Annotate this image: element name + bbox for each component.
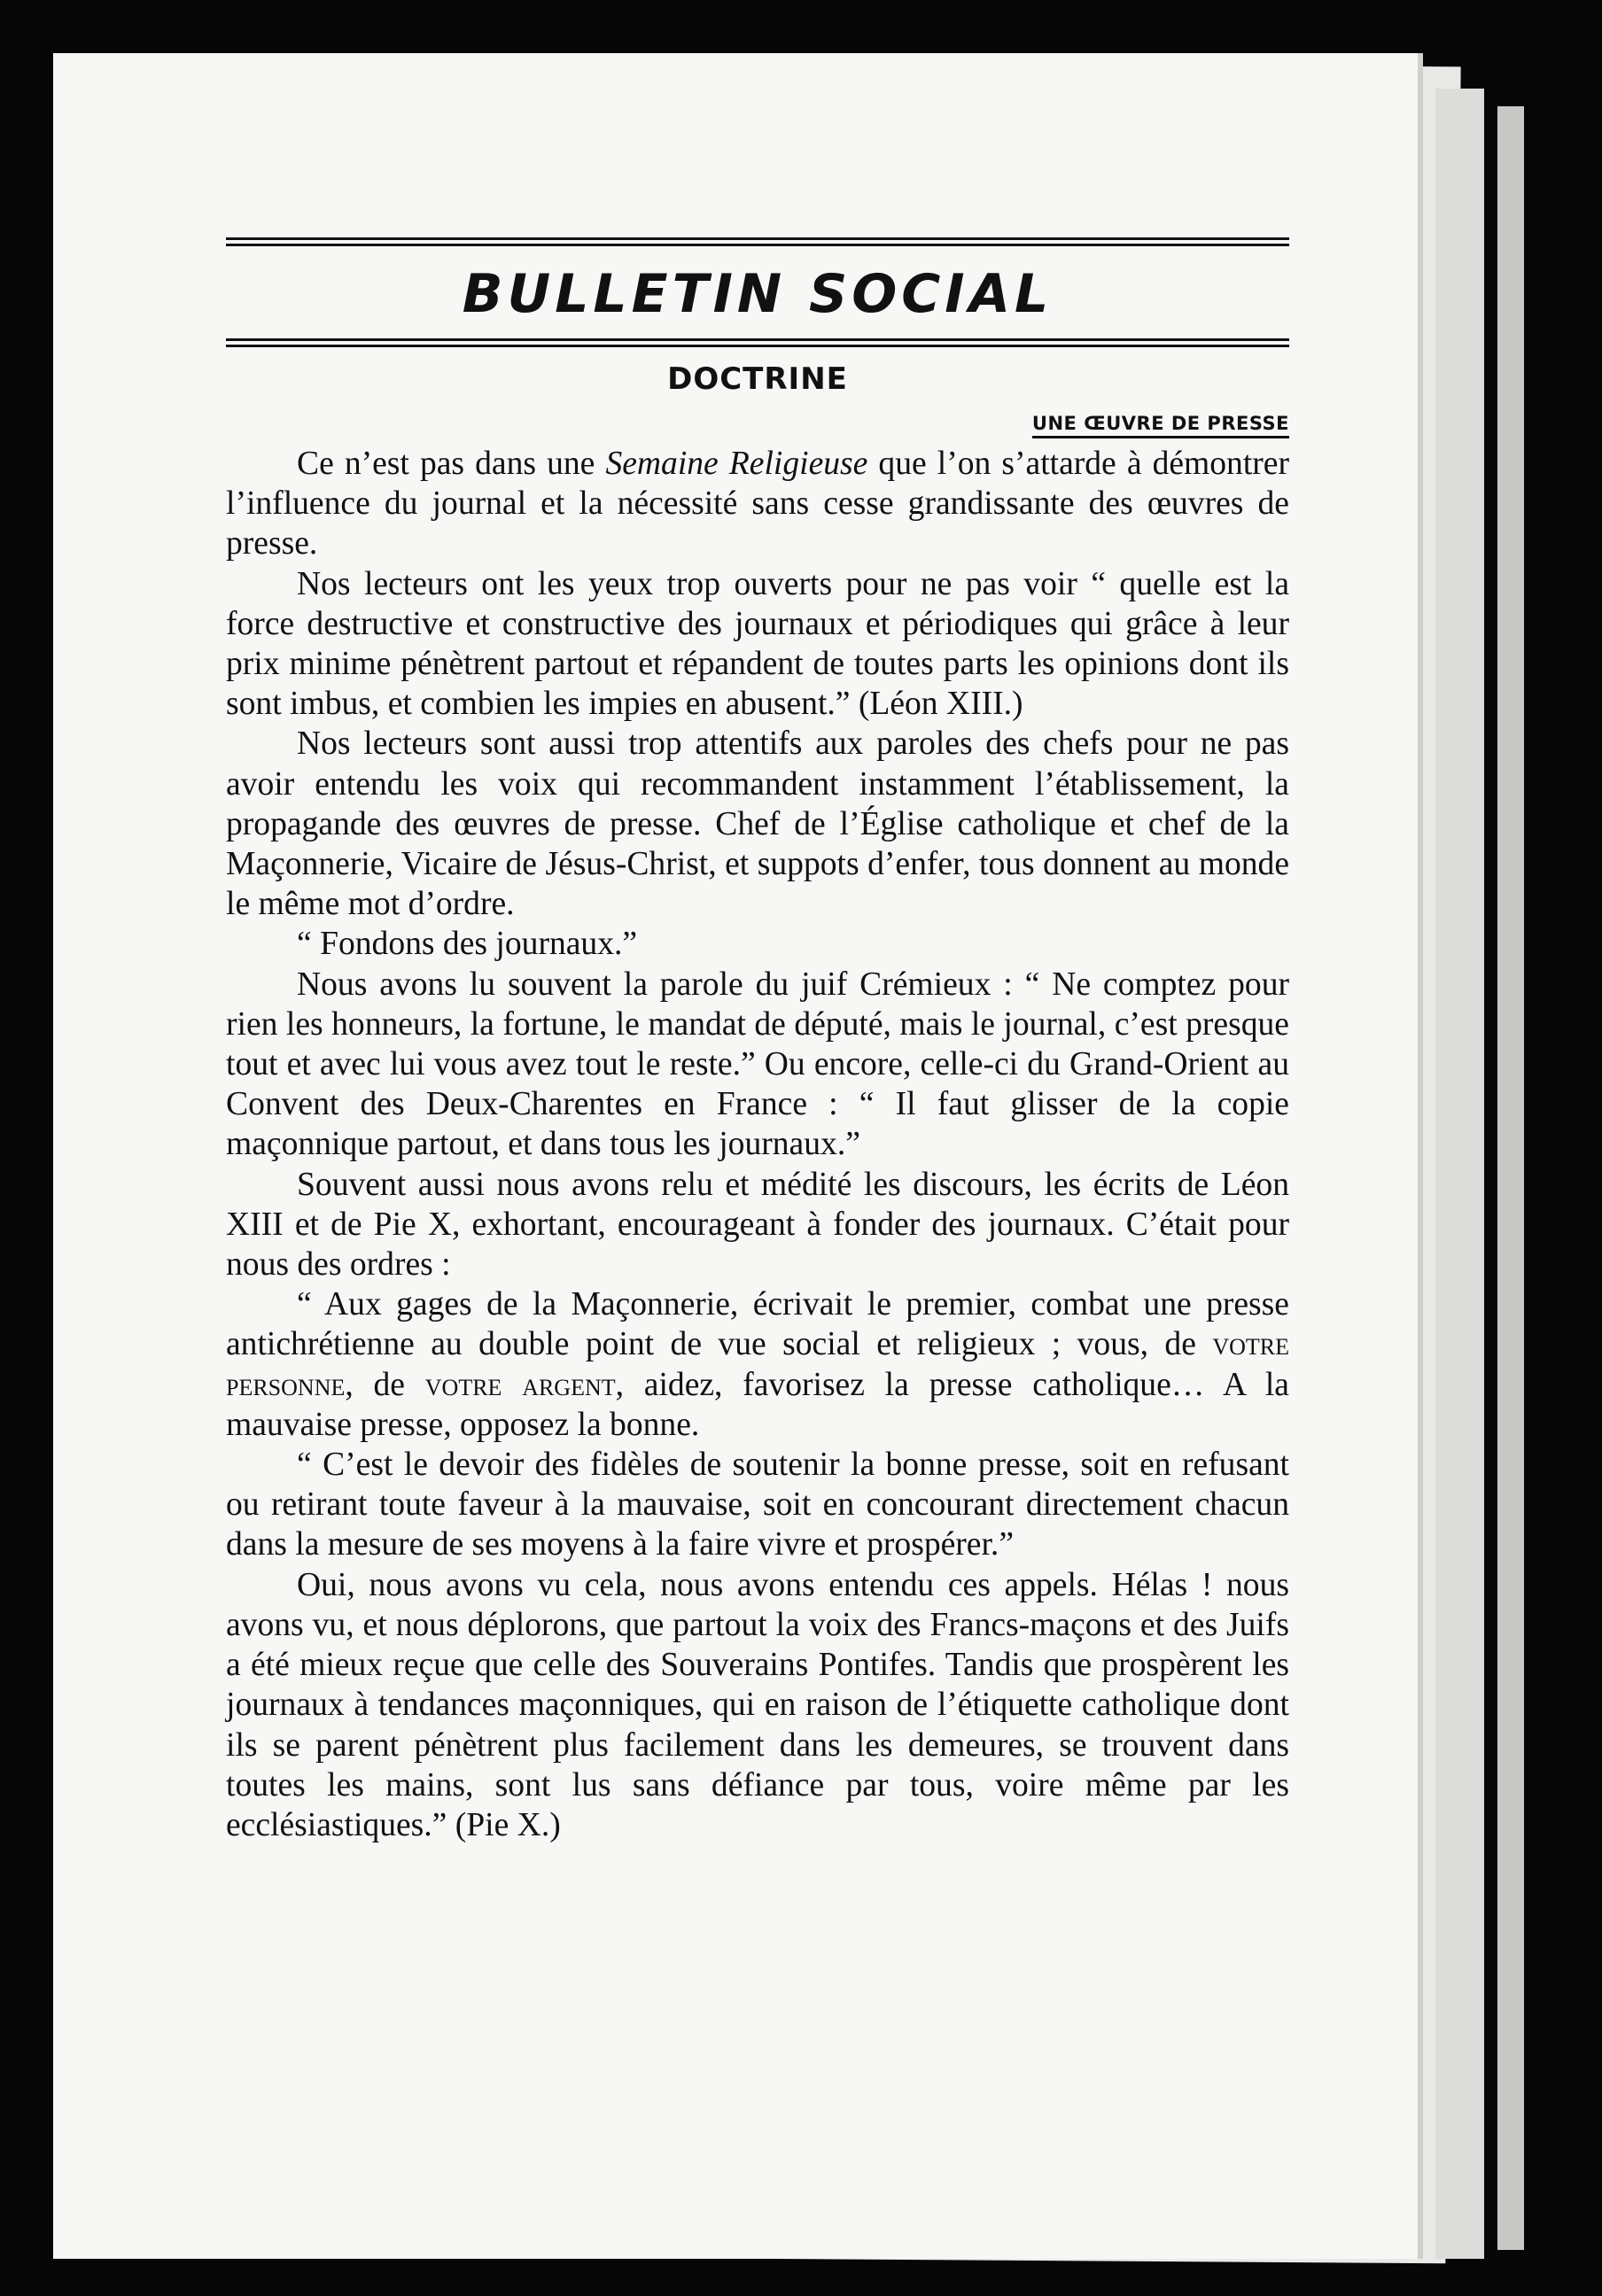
paragraph-6: Souvent aussi nous avons relu et médité les discours, les écrits de Léon XIII et de Pie X, exhortant, encourageant à fonder des journaux. C’était pour nous des ordres : bbox=[226, 1166, 1289, 1284]
bulletin-title: BULLETIN SOCIAL bbox=[462, 263, 1054, 325]
paragraph-8: “ C’est le devoir des fidèles de soutenir la bonne presse, soit en refusant ou retirant toute faveur à la mauvaise, soit en concourant directement chacun dans la mesure de ses moyens à la faire vivre et prospérer.” bbox=[226, 1447, 1289, 1563]
small-caps-votre-personne: votre personne bbox=[226, 1326, 1289, 1403]
paragraph-1: Ce n’est pas dans une Semaine Religieuse que l’on s’attarde à démontrer l’influence du journal et la nécessité sans cesse grandissante des œuvres de presse. bbox=[226, 446, 1289, 562]
header-top-rule bbox=[226, 237, 1289, 246]
paragraph-2: Nos lecteurs ont les yeux trop ouverts pour ne pas voir “ quelle est la force destructive et constructive des journaux et périodiques qui grâce à leur prix minime pénètrent partout et répandent de toutes parts les opinions dont ils sont imbus, et combien les impies en abusent.” (Léon XIII.) bbox=[226, 565, 1289, 723]
paragraph-4: “ Fondons des journaux.” bbox=[297, 926, 638, 963]
text-column bbox=[226, 237, 1289, 1845]
header-bottom-rule bbox=[226, 338, 1289, 347]
paragraph-5: Nous avons lu souvent la parole du juif Crémieux : “ Ne comptez pour rien les honneurs, la fortune, le mandat de député, mais le journal, c’est presque tout et avec lui vous avez tout le reste.” Ou encore, celle-ci du Grand-Orient au Convent des Deux-Charentes en France : “ Il faut glisser de la copie maçonnique partout, et dans tous les journaux.” bbox=[226, 966, 1289, 1163]
page-edge-shadow bbox=[1497, 106, 1524, 2250]
small-caps-votre-argent: votre argent bbox=[424, 1366, 616, 1403]
subheading-wrap bbox=[226, 413, 1289, 438]
paragraph-7: “ Aux gages de la Maçonnerie, écrivait le premier, combat une presse antichrétienne au double point de vue social et religieux ; vous, de votre personne, de votre argent, aidez, favorisez la presse catholique… A la mauvaise presse, opposez la bonne. bbox=[226, 1286, 1289, 1443]
article-body bbox=[226, 444, 1289, 1845]
section-title: DOCTRINE bbox=[667, 361, 848, 397]
page-edge bbox=[1435, 89, 1484, 2259]
paragraph-3: Nos lecteurs sont aussi trop attentifs aux paroles des chefs pour ne pas avoir entendu les voix qui recommandent instamment l’établissement, la propagande des œuvres de presse. Chef de l’Église catholique et chef de la Maçonnerie, Vicaire de Jésus-Christ, et suppots d’enfer, tous donnent au monde le même mot d’ordre. bbox=[226, 725, 1289, 923]
paragraph-9: Oui, nous avons vu cela, nous avons entendu ces appels. Hélas ! nous avons vu, et nous déplorons, que partout la voix des Francs-maçons et des Juifs a été mieux reçue que celle des Souverains Pontifes. Tandis que prospèrent les journaux à tendances maçonniques, qui en raison de l’étiquette catholique dont ils se parent pénètrent plus facilement dans les demeures, se trouvent dans toutes les mains, sont lus sans défiance par tous, voire même par les ecclésiastiques.” (Pie X.) bbox=[226, 1566, 1289, 1843]
emphasis-semaine-religieuse: Semaine Religieuse bbox=[605, 446, 868, 482]
article-subheading: UNE ŒUVRE DE PRESSE bbox=[1032, 413, 1289, 438]
